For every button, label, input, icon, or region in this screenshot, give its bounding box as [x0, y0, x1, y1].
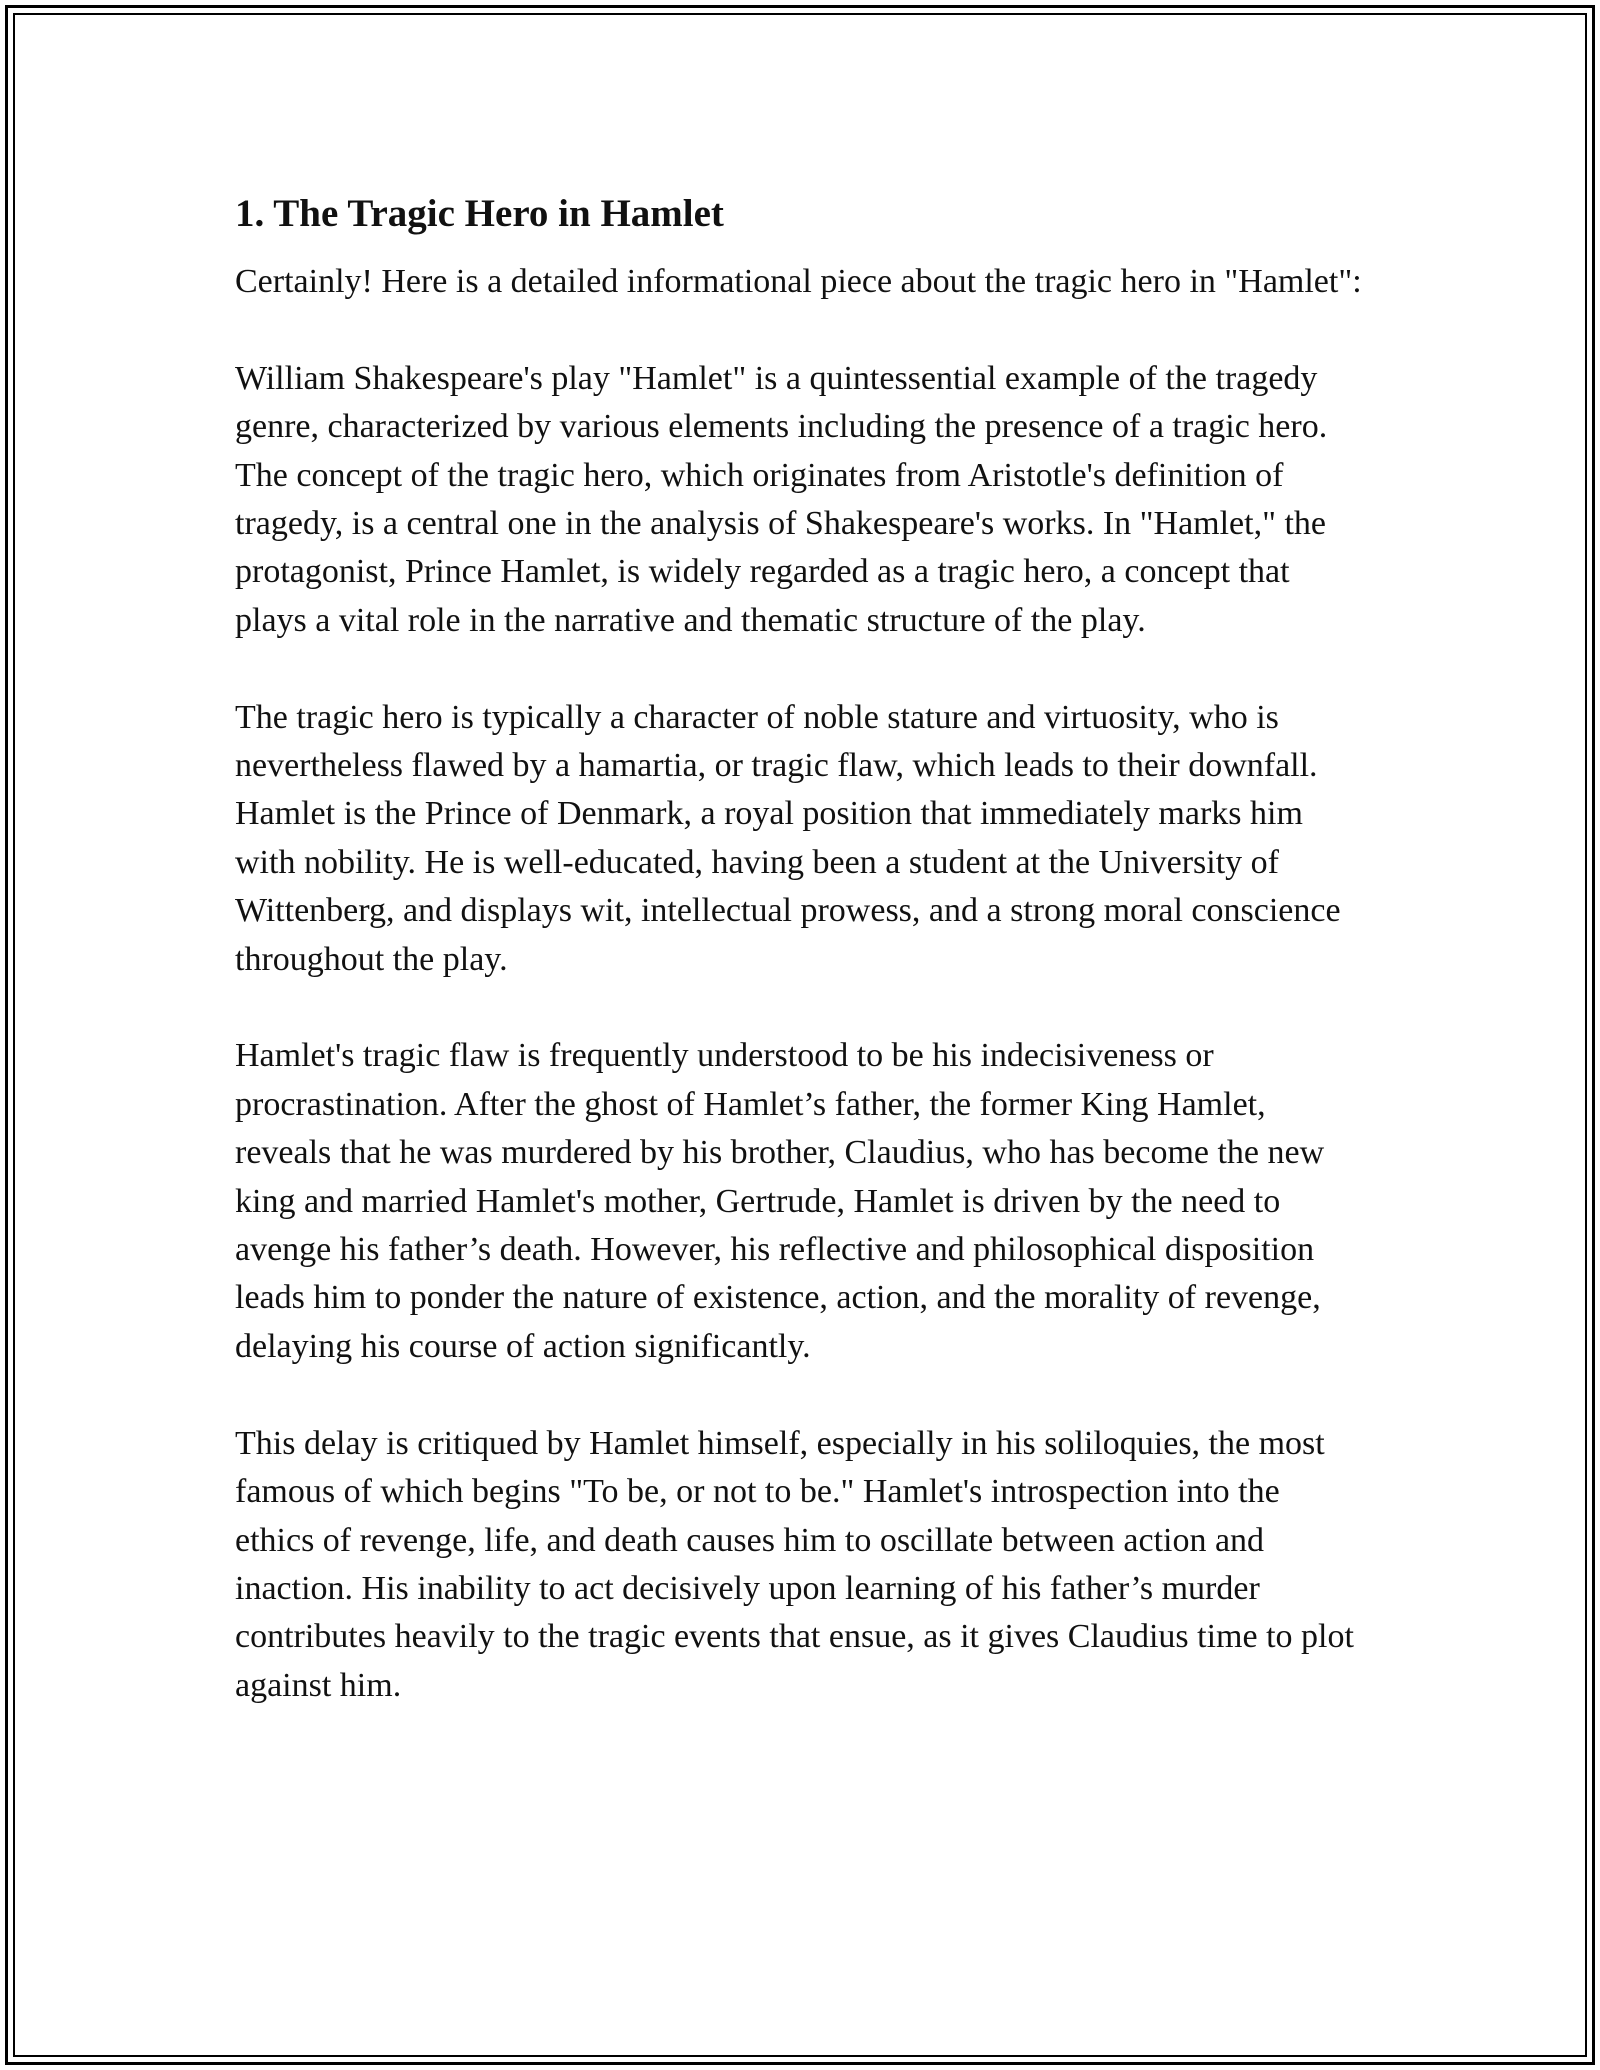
body-paragraph-2: The tragic hero is typically a character of noble stature and virtuosity, who is nevertheless flawed by a hamartia, or tragic flaw, which leads to their downfall. Hamlet is the Prince of Denmark, a royal position that immediately marks him with nobility. He is well-educated, having been a student at the University of Wittenberg, and displays wit, intellectual prowess, and a strong moral conscience throughout the play. [235, 698, 1341, 978]
body-paragraph-1: William Shakespeare's play "Hamlet" is a quintessential example of the tragedy genre, characterized by various elements including the presence of a tragic hero. The concept of the tragic hero, which originates from Aristotle's definition of tragedy, is a central one in the analysis of Shakespeare's works. In "Hamlet," the protagonist, Prince Hamlet, is widely regarded as a tragic hero, a concept that plays a vital role in the narrative and thematic structure of the play. [235, 359, 1328, 639]
intro-paragraph: Certainly! Here is a detailed informational piece about the tragic hero in "Hamlet": [235, 263, 1362, 300]
section-title: 1. The Tragic Hero in Hamlet [235, 192, 724, 235]
body-paragraph-4: This delay is critiqued by Hamlet himself, especially in his soliloquies, the most famous of which begins "To be, or not to be." Hamlet's introspection into the ethics of revenge, life, and death causes him to oscillate between action and inaction. His inability to act decisively upon learning of his father’s murder contributes heavily to the tragic events that ensue, as it gives Claudius time to plot against him. [235, 1424, 1354, 1704]
document-body [235, 188, 1365, 1759]
body-paragraph-3: Hamlet's tragic flaw is frequently understood to be his indecisiveness or procrastination. After the ghost of Hamlet’s father, the former King Hamlet, reveals that he was murdered by his brother, Claudius, who has become the new king and married Hamlet's mother, Gertrude, Hamlet is driven by the need to avenge his father’s death. However, his reflective and philosophical disposition leads him to ponder the nature of existence, action, and the morality of revenge, delaying his course of action significantly. [235, 1037, 1325, 1365]
